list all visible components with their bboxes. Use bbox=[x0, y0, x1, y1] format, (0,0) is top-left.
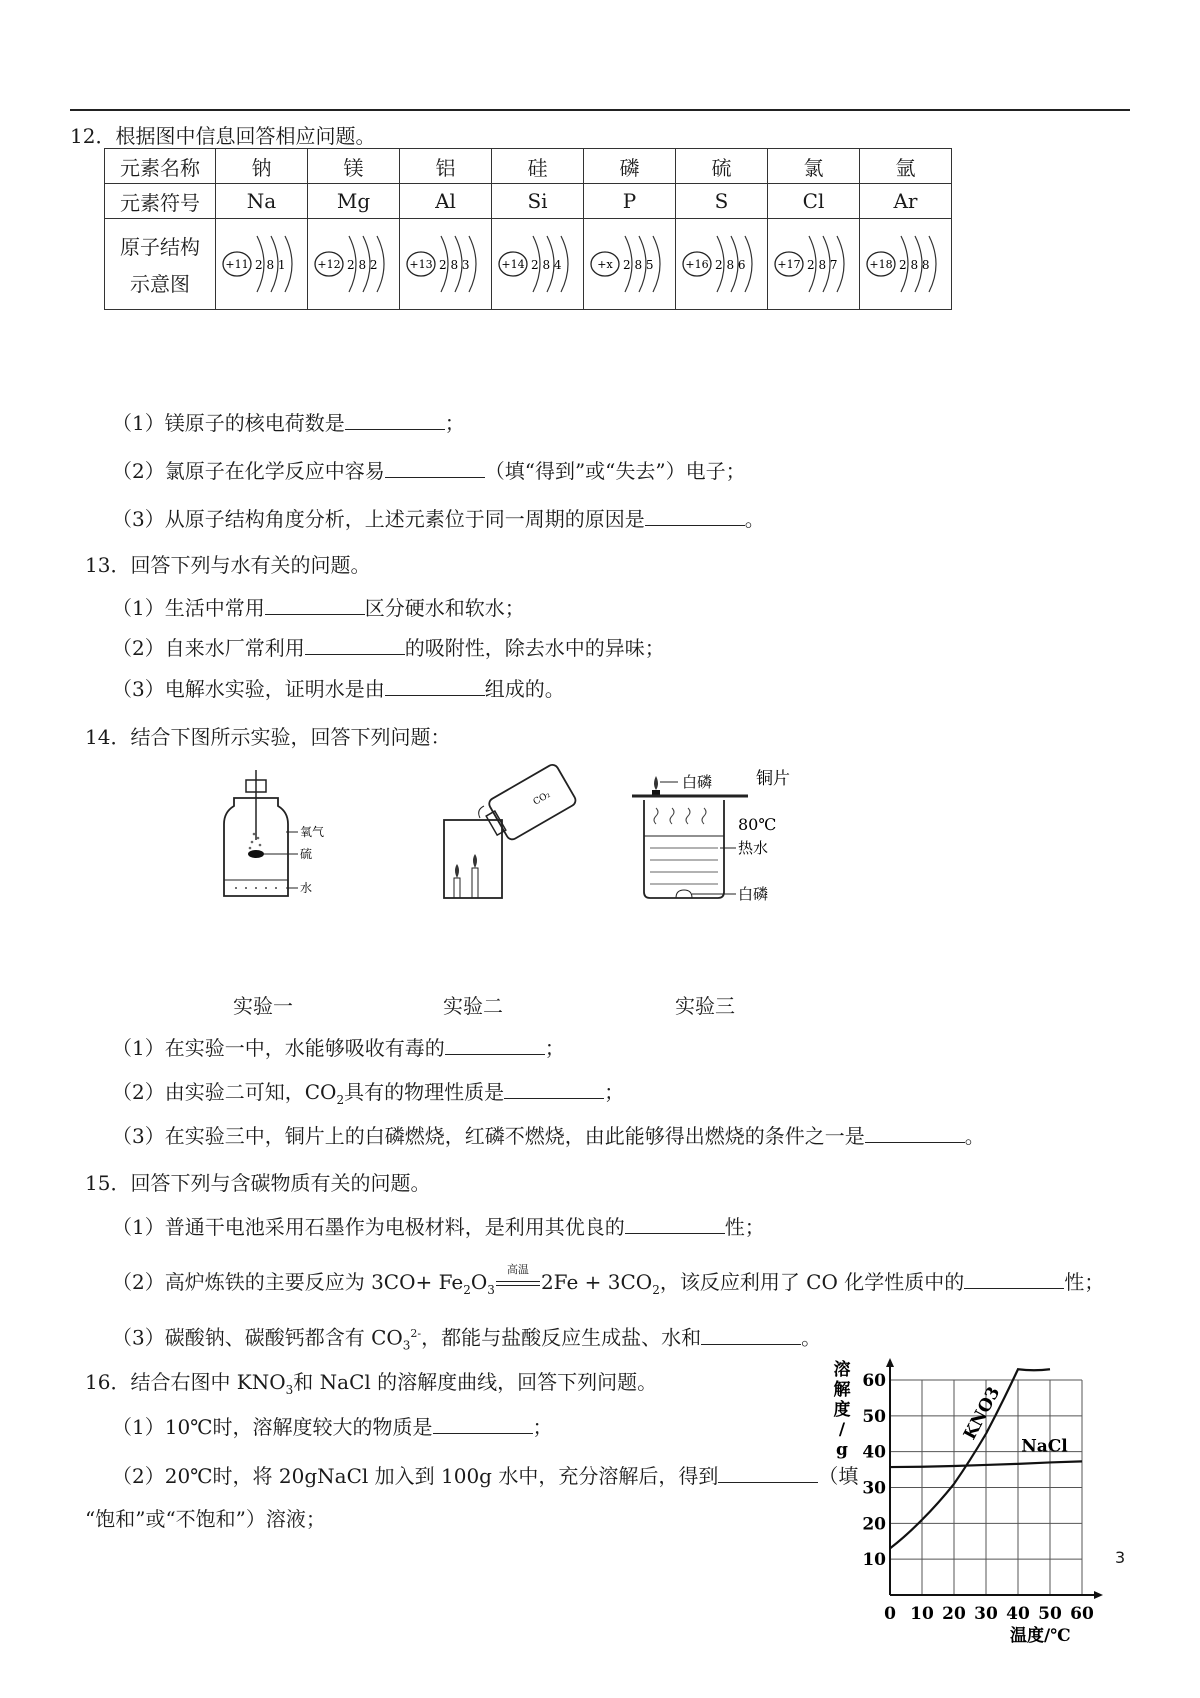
atom-structure-svg bbox=[863, 224, 949, 304]
reaction-condition: 高温 bbox=[495, 1270, 541, 1294]
y-axis-label-char: g bbox=[836, 1440, 848, 1460]
q13-sub1: （1）生活中常用 区分硬水和软水； bbox=[112, 596, 525, 620]
answer-blank[interactable] bbox=[385, 457, 485, 478]
answer-blank[interactable] bbox=[345, 409, 445, 430]
x-tick-label: 20 bbox=[942, 1604, 966, 1624]
nucleus-charge: +13 bbox=[408, 258, 433, 271]
q13-sub3: （3）电解水实验，证明水是由 组成的。 bbox=[112, 677, 565, 701]
element-name: 镁 bbox=[308, 149, 400, 184]
x-tick-label: 50 bbox=[1038, 1604, 1062, 1624]
q15-title: 15．回答下列与含碳物质有关的问题。 bbox=[85, 1171, 431, 1195]
nucleus-charge: +18 bbox=[868, 258, 893, 271]
q12-sub2: （2）氯原子在化学反应中容易 （填“得到”或“失去”）电子； bbox=[112, 459, 746, 483]
x-axis-arrow bbox=[1094, 1591, 1103, 1599]
nacl-series-label: NaCl bbox=[1021, 1436, 1068, 1457]
electron-counts: 2 8 3 bbox=[438, 258, 470, 272]
answer-blank[interactable] bbox=[865, 1122, 965, 1143]
atom-diagram bbox=[768, 219, 860, 310]
electron-counts: 2 8 7 bbox=[806, 258, 838, 272]
row-header-diagram-line2: 示意图 bbox=[130, 272, 190, 296]
electron-shell-arc bbox=[837, 236, 844, 292]
q13-title: 13．回答下列与水有关的问题。 bbox=[85, 553, 371, 577]
answer-blank[interactable] bbox=[433, 1413, 533, 1434]
experiment1-figure bbox=[220, 770, 340, 905]
y-axis-label-char: 度 bbox=[833, 1400, 851, 1420]
electron-counts: 2 8 4 bbox=[530, 258, 562, 272]
q16-sub2: （2）20℃时，将 20gNaCl 加入到 100g 水中，充分溶解后，得到 （填 bbox=[112, 1464, 859, 1488]
nucleus-charge: +12 bbox=[316, 258, 341, 271]
caption-exp2: 实验二 bbox=[443, 994, 503, 1018]
atom-diagram bbox=[308, 219, 400, 310]
element-symbol: S bbox=[676, 184, 768, 219]
electron-shell-arc bbox=[745, 236, 752, 292]
nucleus-charge: +17 bbox=[776, 258, 801, 271]
kno3-series-label: KNO3 bbox=[959, 1383, 1005, 1444]
atom-structure-svg bbox=[587, 224, 673, 304]
header-rule bbox=[70, 109, 1130, 111]
y-axis-label-char: 解 bbox=[833, 1380, 851, 1400]
caption-exp1: 实验一 bbox=[233, 994, 293, 1018]
x-tick-label: 40 bbox=[1006, 1604, 1030, 1624]
q14-sub2: （2）由实验二可知，$CO_2$具有的物理性质是 ； bbox=[112, 1080, 625, 1107]
label-hot-water: 热水 bbox=[738, 839, 769, 857]
answer-blank[interactable] bbox=[504, 1078, 604, 1099]
q15-sub3: （3）碳酸钠、碳酸钙都含有 $CO_3^{2-}$，都能与盐酸反应生成盐、水和 。 bbox=[112, 1325, 822, 1353]
electron-shell-arc bbox=[469, 236, 476, 292]
electron-counts: 2 8 1 bbox=[254, 258, 286, 272]
experiment3-figure bbox=[630, 770, 830, 905]
answer-blank[interactable] bbox=[445, 1034, 545, 1055]
answer-blank[interactable] bbox=[265, 594, 365, 615]
element-name: 硅 bbox=[492, 149, 584, 184]
element-symbol: Mg bbox=[308, 184, 400, 219]
nucleus-charge: +x bbox=[596, 258, 613, 271]
atom-diagram bbox=[400, 219, 492, 310]
row-header-diagram-line1: 原子结构 bbox=[120, 235, 200, 259]
nucleus-charge: +11 bbox=[224, 258, 249, 271]
q12-sub1: （1）镁原子的核电荷数是 ； bbox=[112, 411, 465, 435]
element-symbol: P bbox=[584, 184, 676, 219]
electron-shell-arc bbox=[377, 236, 384, 292]
y-axis-label-char: / bbox=[838, 1420, 846, 1440]
y-tick-label: 30 bbox=[862, 1478, 886, 1499]
atom-diagram bbox=[584, 219, 676, 310]
nucleus-charge: +14 bbox=[500, 258, 525, 271]
q12-title: 12．根据图中信息回答相应问题。 bbox=[70, 124, 376, 148]
atom-structure-svg bbox=[403, 224, 489, 304]
y-tick-label: 20 bbox=[862, 1514, 886, 1535]
atom-diagram bbox=[492, 219, 584, 310]
electron-counts: 2 8 6 bbox=[714, 258, 746, 272]
x-tick-label: 30 bbox=[974, 1604, 998, 1624]
element-symbol: Al bbox=[400, 184, 492, 219]
y-tick-label: 40 bbox=[862, 1442, 886, 1463]
y-tick-label: 10 bbox=[862, 1550, 886, 1571]
caption-exp3: 实验三 bbox=[675, 994, 735, 1018]
nucleus-charge: +16 bbox=[684, 258, 709, 271]
label-white-phosphorus-top: 白磷 bbox=[682, 773, 713, 791]
row-header-diagram bbox=[105, 219, 216, 310]
label-co2: CO₂ bbox=[531, 790, 553, 808]
electron-shell-arc bbox=[653, 236, 660, 292]
x-axis-label: 温度/℃ bbox=[1010, 1626, 1071, 1646]
element-table bbox=[104, 148, 952, 310]
y-axis-arrow bbox=[886, 1358, 894, 1367]
q12-sub3: （3）从原子结构角度分析，上述元素位于同一周期的原因是 。 bbox=[112, 507, 765, 531]
answer-blank[interactable] bbox=[625, 1213, 725, 1234]
page-number: 3 bbox=[1115, 1548, 1126, 1567]
atom-structure-svg bbox=[495, 224, 581, 304]
q16-sub1: （1）10℃时，溶解度较大的物质是 ； bbox=[112, 1415, 553, 1439]
answer-blank[interactable] bbox=[964, 1268, 1064, 1289]
label-temperature: 80℃ bbox=[738, 815, 777, 834]
experiment2-figure bbox=[440, 760, 580, 905]
electron-shell-arc bbox=[285, 236, 292, 292]
label-oxygen: 氧气 bbox=[300, 825, 325, 839]
label-white-phosphorus-bottom: 白磷 bbox=[738, 885, 769, 903]
label-water: 水 bbox=[300, 881, 313, 895]
solubility-chart bbox=[820, 1355, 1110, 1646]
q14-title: 14．结合下图所示实验，回答下列问题： bbox=[85, 725, 451, 749]
label-sulfur: 硫 bbox=[300, 847, 313, 861]
element-name: 硫 bbox=[676, 149, 768, 184]
element-symbol: Ar bbox=[860, 184, 952, 219]
electron-counts: 2 8 8 bbox=[898, 258, 930, 272]
kno3-curve bbox=[890, 1369, 1050, 1548]
y-tick-label: 60 bbox=[862, 1371, 886, 1391]
y-axis-label-char: 溶 bbox=[833, 1360, 851, 1380]
element-symbol: Cl bbox=[768, 184, 860, 219]
q13-sub2: （2）自来水厂常利用 的吸附性，除去水中的异味； bbox=[112, 636, 665, 660]
atom-diagram bbox=[676, 219, 768, 310]
answer-blank[interactable] bbox=[701, 1324, 801, 1345]
q16-sub2-line2: “饱和”或“不饱和”）溶液； bbox=[85, 1507, 326, 1531]
electron-counts: 2 8 2 bbox=[346, 258, 378, 272]
atom-structure-svg bbox=[311, 224, 397, 304]
q14-sub1: （1）在实验一中，水能够吸收有毒的 ； bbox=[112, 1036, 565, 1060]
atom-structure-svg bbox=[219, 224, 305, 304]
element-symbol: Si bbox=[492, 184, 584, 219]
row-header-symbol: 元素符号 bbox=[105, 184, 216, 219]
x-tick-label: 0 bbox=[884, 1604, 896, 1624]
row-header-name: 元素名称 bbox=[105, 149, 216, 184]
element-name: 钠 bbox=[216, 149, 308, 184]
element-symbol: Na bbox=[216, 184, 308, 219]
atom-structure-svg bbox=[679, 224, 765, 304]
atom-diagram bbox=[860, 219, 952, 310]
electron-counts: 2 8 5 bbox=[622, 258, 654, 272]
atom-diagram bbox=[216, 219, 308, 310]
element-name: 氯 bbox=[768, 149, 860, 184]
answer-blank[interactable] bbox=[645, 505, 745, 526]
atom-structure-svg bbox=[771, 224, 857, 304]
answer-blank[interactable] bbox=[385, 675, 485, 696]
answer-blank[interactable] bbox=[718, 1462, 818, 1483]
x-tick-label: 10 bbox=[910, 1604, 934, 1624]
y-tick-label: 50 bbox=[862, 1406, 886, 1427]
element-name: 铝 bbox=[400, 149, 492, 184]
element-name: 磷 bbox=[584, 149, 676, 184]
element-name: 氩 bbox=[860, 149, 952, 184]
q16-title: 16．结合右图中 $KNO_3$和 NaCl 的溶解度曲线，回答下列问题。 bbox=[85, 1370, 658, 1397]
x-tick-label: 60 bbox=[1070, 1604, 1094, 1624]
q15-sub2: （2）高炉炼铁的主要反应为 $3CO+ Fe_2O_3$ 高温 $2Fe + 3CO_2$，该反应利用了 CO 化学性质中的 性； bbox=[112, 1263, 1105, 1297]
q15-sub1: （1）普通干电池采用石墨作为电极材料，是利用其优良的 性； bbox=[112, 1215, 765, 1239]
label-copper-sheet: 铜片 bbox=[756, 769, 790, 789]
electron-shell-arc bbox=[929, 236, 936, 292]
q14-sub3: （3）在实验三中，铜片上的白磷燃烧，红磷不燃烧，由此能够得出燃烧的条件之一是 。 bbox=[112, 1124, 985, 1148]
electron-shell-arc bbox=[561, 236, 568, 292]
answer-blank[interactable] bbox=[305, 634, 405, 655]
